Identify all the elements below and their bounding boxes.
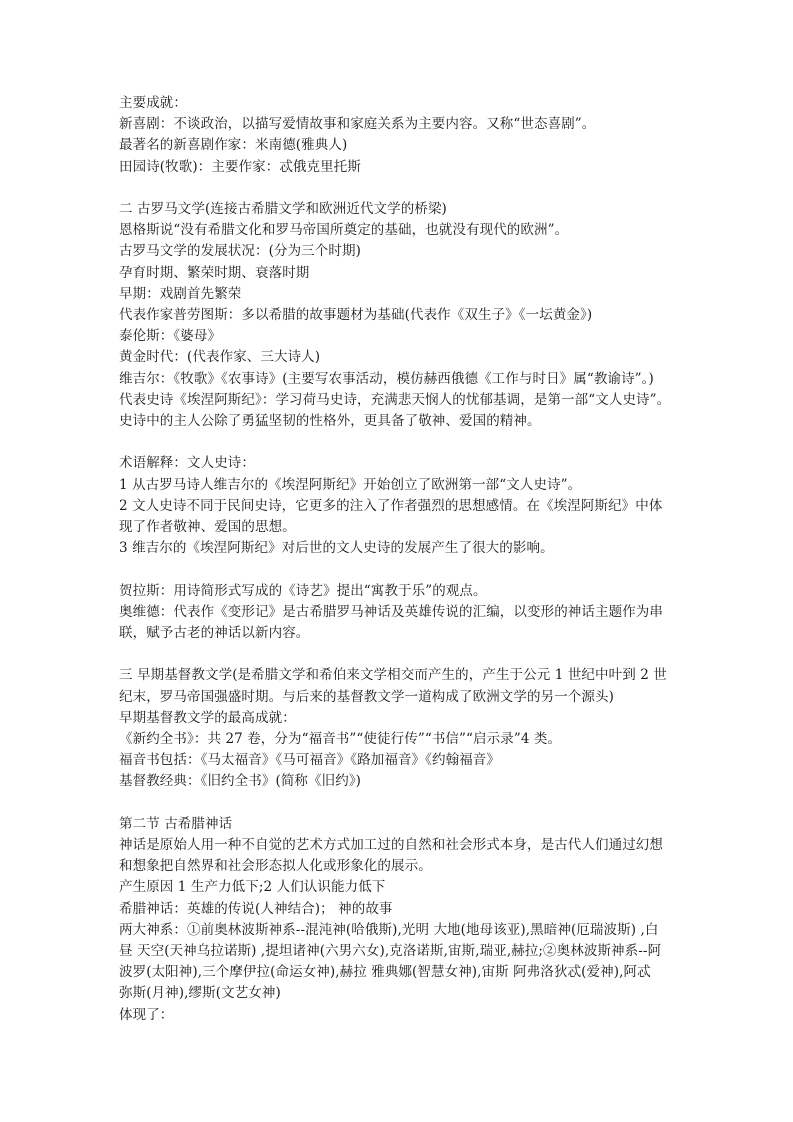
document-body <box>119 93 679 1026</box>
text-line: 三 早期基督教文学(是希腊文学和希伯来文学相交而产生的，产生于公元 1 世纪中叶到 2 世 <box>119 667 667 684</box>
text-line: 第二节 古希腊神话 <box>119 815 233 832</box>
text-line: 昼 天空(天神乌拉诺斯) ,提坦诸神(六男六女),克洛诺斯,宙斯,瑞亚,赫拉;②奥林波斯神系--阿 <box>119 943 662 960</box>
text-line: 二 古罗马文学(连接古希腊文学和欧洲近代文学的桥梁) <box>119 201 447 217</box>
text-line: 纪末，罗马帝国强盛时期。与后来的基督教文学一道构成了欧洲文学的另一个源头) <box>119 688 614 705</box>
text-line: 联，赋予古老的神话以新内容。 <box>119 625 310 642</box>
text-line: 维吉尔：《牧歌》《农事诗》(主要写农事活动，模仿赫西俄德《工作与时日》属“教谕诗”。) <box>119 370 654 387</box>
text-line: 术语解释：文人史诗： <box>119 455 255 472</box>
text-line: 奥维德：代表作《变形记》是古希腊罗马神话及英雄传说的汇编，以变形的神话主题作为串 <box>119 603 663 620</box>
blank-line <box>119 793 679 814</box>
text-line: 福音书包括：《马太福音》《马可福音》《路加福音》《约翰福音》 <box>119 752 500 769</box>
text-line: 代表史诗《埃涅阿斯纪》：学习荷马史诗，充满悲天悯人的忧郁基调，是第一部“文人史诗”。 <box>119 391 671 408</box>
text-line: 弥斯(月神),缪斯(文艺女神) <box>119 985 281 1002</box>
text-line: 最著名的新喜剧作家：米南德(雅典人) <box>119 137 348 154</box>
text-line: 黄金时代：(代表作家、三大诗人) <box>119 349 321 366</box>
text-line: 代表作家普劳图斯：多以希腊的故事题材为基础(代表作《双生子》《一坛黄金》) <box>119 307 593 324</box>
text-line: 和想象把自然界和社会形态拟人化或形象化的展示。 <box>119 858 432 875</box>
text-line: 1 从古罗马诗人维吉尔的《埃涅阿斯纪》开始创立了欧洲第一部“文人史诗”。 <box>119 476 582 493</box>
text-line: 史诗中的主人公除了勇猛坚韧的性格外，更具备了敬神、爱国的精神。 <box>119 413 541 430</box>
text-line: 希腊神话：英雄的传说(人神结合)； 神的故事 <box>119 900 393 917</box>
text-line: 2 文人史诗不同于民间史诗，它更多的注入了作者强烈的思想感情。在《埃涅阿斯纪》中体 <box>119 497 663 514</box>
text-line: 波罗(太阳神),三个摩伊拉(命运女神),赫拉 雅典娜(智慧女神),宙斯 阿弗洛狄忒(爱神),阿忒 <box>119 964 651 981</box>
text-line: 田园诗(牧歌)：主要作家：忒俄克里托斯 <box>119 158 361 175</box>
text-line: 《新约全书》：共 27 卷，分为“福音书”“使徒行传”“书信”“启示录”4 类。 <box>119 731 562 748</box>
text-line: 新喜剧：不谈政治，以描写爱情故事和家庭关系为主要内容。又称“世态喜剧”。 <box>119 116 596 133</box>
text-line: 主要成就： <box>119 95 187 111</box>
text-line: 早期：戏剧首先繁荣 <box>119 285 242 302</box>
text-line: 孕育时期、繁荣时期、衰落时期 <box>119 264 310 281</box>
text-line: 古罗马文学的发展状况：(分为三个时期) <box>119 243 361 260</box>
blank-line <box>119 644 679 665</box>
text-line: 贺拉斯：用诗简形式写成的《诗艺》提出“寓教于乐”的观点。 <box>119 582 487 599</box>
text-line: 基督教经典：《旧约全书》(简称《旧约》) <box>119 773 362 790</box>
text-line: 体现了： <box>119 1006 174 1023</box>
text-line: 恩格斯说“没有希腊文化和罗马帝国所奠定的基础，也就没有现代的欧洲”。 <box>119 222 569 239</box>
blank-line <box>119 559 679 580</box>
text-line: 两大神系：①前奥林波斯神系--混沌神(哈俄斯),光明 大地(地母该亚),黑暗神(厄瑞波斯) ,白 <box>119 921 659 938</box>
blank-line <box>119 178 679 199</box>
blank-line <box>119 432 679 453</box>
text-line: 神话是原始人用一种不自觉的艺术方式加工过的自然和社会形式本身，是古代人们通过幻想 <box>119 837 663 854</box>
text-line: 3 维吉尔的《埃涅阿斯纪》对后世的文人史诗的发展产生了很大的影响。 <box>119 540 554 557</box>
text-line: 早期基督教文学的最高成就： <box>119 709 296 726</box>
text-line: 泰伦斯：《婆母》 <box>119 328 222 345</box>
text-line: 现了作者敬神、爱国的思想。 <box>119 519 296 536</box>
text-line: 产生原因 1 生产力低下;2 人们认识能力低下 <box>119 879 386 896</box>
